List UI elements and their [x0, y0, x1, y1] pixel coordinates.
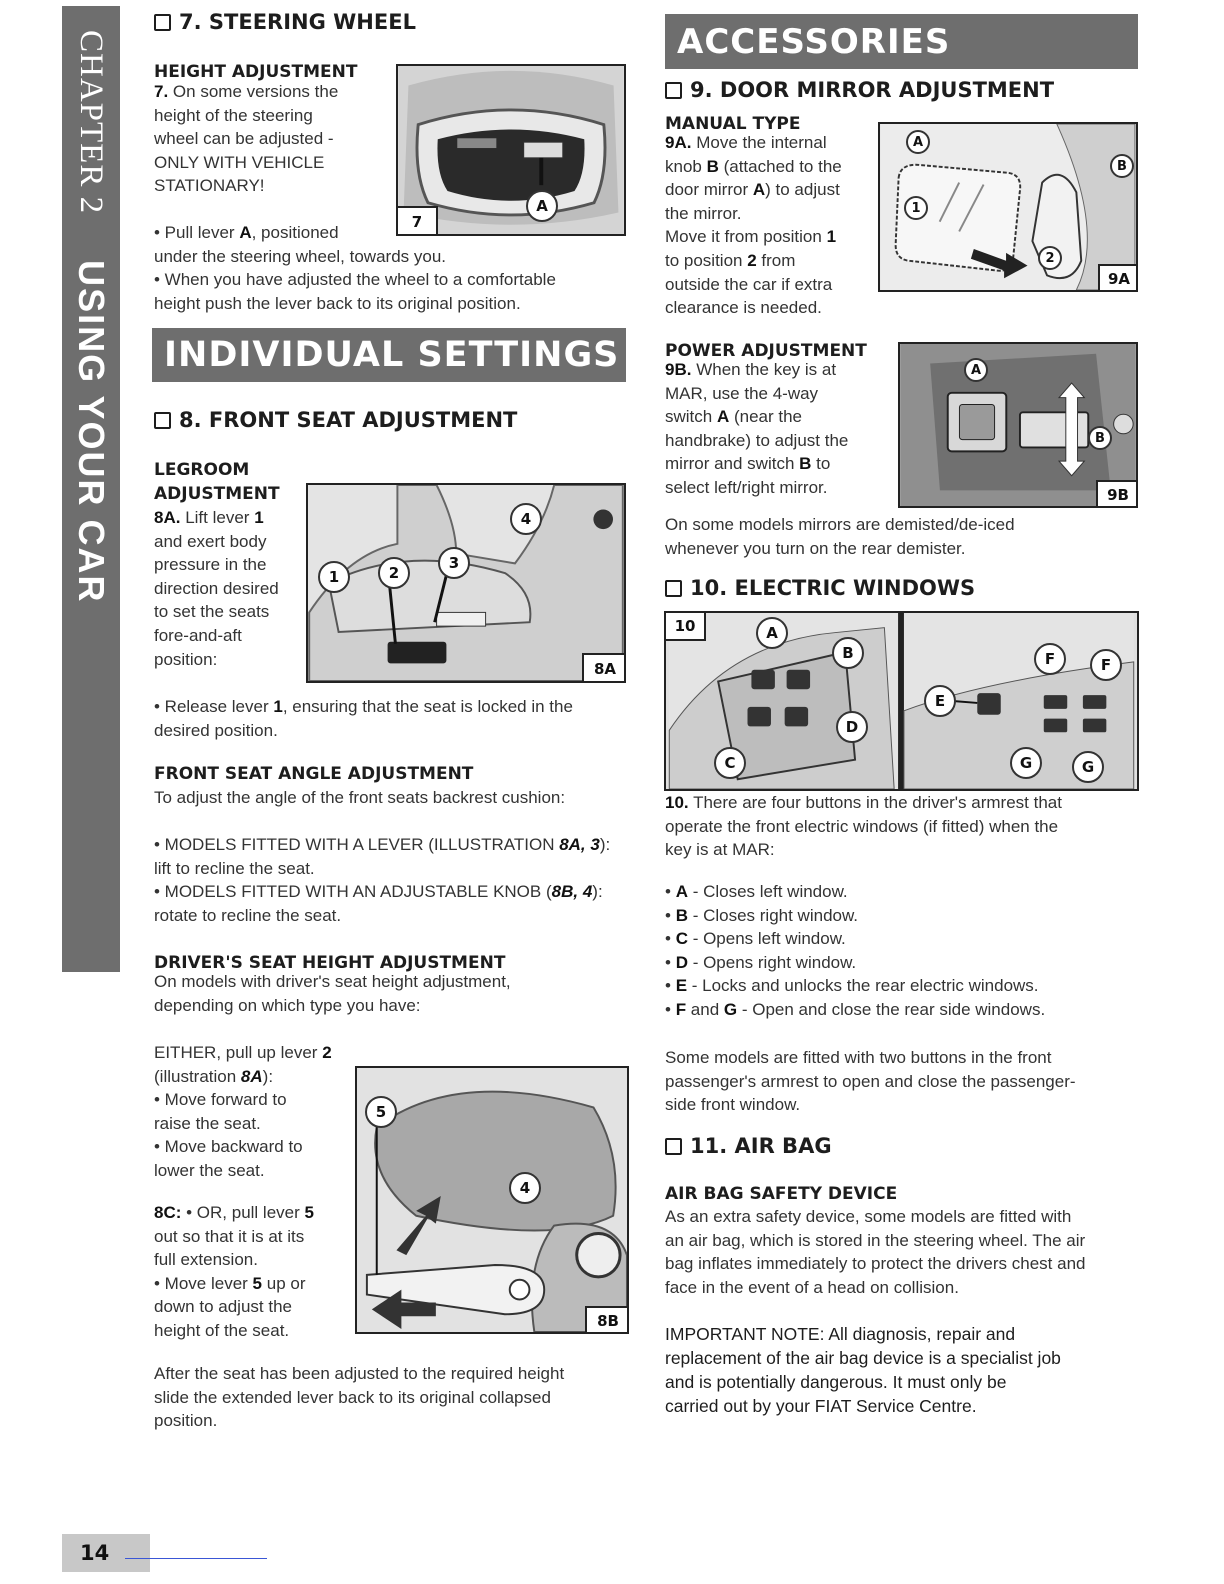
- legroom-text: 8A. Lift lever 1 and exert body pressure in the direction desired to set the seats fore-and-aft position:: [154, 508, 279, 669]
- figure-10-callout-e: E: [924, 685, 956, 717]
- chapter-label: CHAPTER 2: [73, 30, 110, 215]
- electric-windows-intro: 10. There are four buttons in the driver's armrest that operate the front electric windows (if fitted) when the key is at MAR:: [665, 793, 1062, 860]
- figure-8a-callout-2: 2: [378, 557, 410, 589]
- passenger-buttons-text: Some models are fitted with two buttons in the front passenger's armrest to open and close the passenger- side front window.: [665, 1048, 1076, 1115]
- section-11-heading: 11. AIR BAG: [665, 1134, 832, 1158]
- section-10-heading: 10. ELECTRIC WINDOWS: [665, 576, 975, 600]
- individual-settings-banner: INDIVIDUAL SETTINGS: [152, 328, 626, 382]
- release-lever-text: • Release lever 1, ensuring that the seat is locked in the desired position.: [154, 697, 573, 740]
- section-7-heading: 7. STEERING WHEEL: [154, 10, 416, 34]
- seat-side-illustration: [308, 485, 624, 681]
- section-8-heading: 8. FRONT SEAT ADJUSTMENT: [154, 408, 517, 432]
- checkbox-icon: [154, 14, 171, 31]
- figure-9a-mirror: [878, 122, 1138, 292]
- page-footer-rule: [125, 1558, 267, 1559]
- figure-10-callout-f2: F: [1090, 649, 1122, 681]
- chapter-title: USING YOUR CAR: [71, 260, 112, 604]
- drivers-seat-height-subheading: DRIVER'S SEAT HEIGHT ADJUSTMENT: [154, 953, 506, 973]
- list-item: • D - Opens right window.: [665, 952, 857, 972]
- front-seat-angle-subheading: FRONT SEAT ANGLE ADJUSTMENT: [154, 764, 474, 784]
- figure-9b-callout-a: A: [964, 358, 988, 382]
- figure-10-callout-b: B: [832, 637, 864, 669]
- figure-8a-callout-4: 4: [510, 503, 542, 535]
- air-bag-text: As an extra safety device, some models are fitted with an air bag, which is stored in the steering wheel. The air bag inflates immediately to protect the drivers chest and face in the event of a head on collision.: [665, 1207, 1086, 1297]
- figure-9a-callout-2: 2: [1038, 246, 1062, 270]
- steering-intro: 7. On some versions the height of the steering wheel can be adjusted - ONLY WITH VEHICLE STATIONARY!: [154, 82, 339, 196]
- figure-7-callout-a: A: [526, 190, 558, 222]
- figure-10-callout-c: C: [714, 747, 746, 779]
- figure-9b-callout-b: B: [1088, 426, 1112, 450]
- figure-8b-callout-4: 4: [509, 1172, 541, 1204]
- figure-9b-label: 9B: [1096, 480, 1138, 508]
- power-adjustment-subheading: POWER ADJUSTMENT: [665, 341, 867, 361]
- figure-8b-label: 8B: [585, 1306, 629, 1334]
- figure-10-callout-g2: G: [1072, 751, 1104, 783]
- figure-10-callout-a: A: [756, 617, 788, 649]
- list-item: • F and G - Open and close the rear side windows.: [665, 999, 1046, 1019]
- manual-mirror-text: 9A. Move the internal knob B (attached to the door mirror A) to adjust the mirror. Move it from position 1 to position 2 from outside the car if extra clearance is needed.: [665, 133, 842, 318]
- seat-lever-illustration: [357, 1068, 627, 1332]
- figure-10-window-switches: [664, 611, 1139, 791]
- figure-9b-switch: [898, 342, 1138, 508]
- figure-9a-callout-a: A: [906, 130, 930, 154]
- accessories-banner: ACCESSORIES: [665, 14, 1138, 69]
- angle-intro: To adjust the angle of the front seats backrest cushion:: [154, 788, 566, 807]
- list-item: • E - Locks and unlocks the rear electric windows.: [665, 976, 1039, 996]
- angle-models-text: • MODELS FITTED WITH A LEVER (ILLUSTRATION 8A, 3): lift to recline the seat. • MODELS FITTED WITH AN ADJUSTABLE KNOB (8B, 4): rotate to recline the seat.: [154, 835, 611, 925]
- list-item: • B - Closes right window.: [665, 905, 859, 925]
- window-buttons-list: [665, 880, 1135, 1022]
- figure-8a-callout-3: 3: [438, 547, 470, 579]
- important-note: IMPORTANT NOTE: All diagnosis, repair and replacement of the air bag device is a specialist job and is potentially dangerous. It must only be carried out by your FIAT Service Centre.: [665, 1324, 1061, 1416]
- figure-9a-callout-b: B: [1110, 154, 1134, 178]
- figure-10-callout-f1: F: [1034, 643, 1066, 675]
- checkbox-icon: [154, 412, 171, 429]
- air-bag-safety-subheading: AIR BAG SAFETY DEVICE: [665, 1184, 898, 1204]
- manual-type-subheading: MANUAL TYPE: [665, 114, 801, 134]
- legroom-subheading: LEGROOM ADJUSTMENT: [154, 460, 280, 504]
- list-item: • A - Closes left window.: [665, 882, 848, 901]
- chapter-side-tab: [62, 6, 120, 972]
- page-number: 14: [62, 1534, 150, 1572]
- checkbox-icon: [665, 1138, 682, 1155]
- figure-8b-seat-lever: [355, 1066, 629, 1334]
- seat-height-intro: On models with driver's seat height adjustment, depending on which type you have:: [154, 972, 511, 1015]
- figure-9a-callout-1: 1: [904, 196, 928, 220]
- figure-8b-callout-5: 5: [365, 1096, 397, 1128]
- figure-9a-label: 9A: [1098, 264, 1138, 292]
- figure-8a-callout-1: 1: [318, 561, 350, 593]
- checkbox-icon: [665, 580, 682, 597]
- figure-10-callout-g1: G: [1010, 747, 1042, 779]
- checkbox-icon: [665, 82, 682, 99]
- after-adjustment-text: After the seat has been adjusted to the required height slide the extended lever back to its original collapsed position.: [154, 1364, 565, 1431]
- section-9-heading: 9. DOOR MIRROR ADJUSTMENT: [665, 78, 1054, 102]
- seat-height-or-text: 8C: • OR, pull lever 5 out so that it is at its full extension. • Move lever 5 up or down to adjust the height of the seat.: [154, 1203, 314, 1340]
- figure-10-callout-d: D: [836, 711, 868, 743]
- figure-7-steering-wheel: [396, 64, 626, 236]
- demister-text: On some models mirrors are demisted/de-iced whenever you turn on the rear demister.: [665, 515, 1015, 558]
- height-adjustment-subheading: HEIGHT ADJUSTMENT: [154, 62, 358, 82]
- power-mirror-text: 9B. When the key is at MAR, use the 4-way switch A (near the handbrake) to adjust the mirror and switch B to select left/right mirror.: [665, 360, 849, 497]
- list-item: • C - Opens left window.: [665, 929, 846, 949]
- figure-8a-seat: [306, 483, 626, 683]
- steering-instructions: • Pull lever A, positioned under the steering wheel, towards you. • When you have adjusted the wheel to a comfortable height push the lever back to its original position.: [154, 223, 556, 313]
- figure-7-label: 7: [398, 206, 438, 236]
- figure-10-label: 10: [666, 613, 706, 641]
- seat-height-either-text: EITHER, pull up lever 2 (illustration 8A): • Move forward to raise the seat. • Move backward to lower the seat.: [154, 1043, 332, 1180]
- figure-8a-label: 8A: [582, 653, 626, 683]
